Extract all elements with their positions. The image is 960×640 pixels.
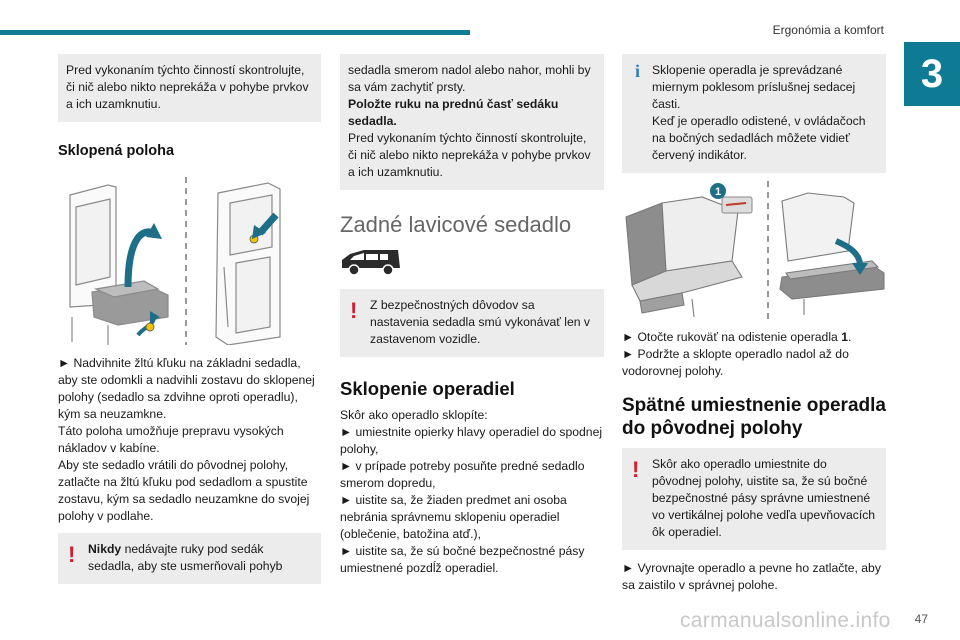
info-icon: i — [635, 61, 641, 81]
continued-warning-text: sedadla smerom nadol alebo nahor, mohli by sa vám zachytiť prsty. — [348, 63, 591, 94]
watermark: carmanualsonline.info — [680, 609, 891, 632]
continued-warning-text2: Pred vykonaním týchto činností skontrolujte, či nič alebo nikto neprekáža v pohybe prvkov a ich uzamknutiu. — [348, 131, 591, 179]
warning-bold-word: Nikdy — [88, 542, 122, 556]
instruction-line: ► Nadvihnite žltú kľuku na základni sedadla, aby ste odomkli a nadvihli zostavu do sklopenej polohy (sedadlo sa zdvihne oproti operadlu), kým sa neuzamkne. — [58, 356, 315, 421]
restore-backrest-instructions — [622, 560, 886, 594]
column-1 — [58, 54, 321, 584]
instruction-line: ► Vyrovnajte operadlo a pevne ho zatlačte, aby sa zaistilo v správnej polohe. — [622, 561, 881, 592]
folded-position-heading: Sklopená poloha — [58, 143, 175, 159]
instruction-line: Táto poloha umožňuje prepravu vysokých nákladov v kabíne. — [58, 424, 284, 455]
instruction-line: ► Otočte rukoväť na odistenie operadla 1. — [622, 330, 852, 344]
vehicle-icon — [340, 248, 604, 281]
header-accent-bar — [0, 30, 470, 35]
instruction-line: ► v prípade potreby posuňte predné sedadlo smerom dopredu, — [340, 459, 585, 490]
fingers-warning-note — [58, 533, 321, 584]
instruction-line: Aby ste sedadlo vrátili do pôvodnej polohy, zatlačte na žltú kľuku pod sedadlom a spustite zostavu, kým sa sedadlo neuzamkne do svojej polohy v podlahe. — [58, 458, 310, 523]
seatbelt-warning-text: Skôr ako operadlo umiestnite do pôvodnej polohy, uistite sa, že sú bočné bezpečnostné pásy správne umiestnené vo vertikálnej polohe vedľa upevňovacích ôk operadiel. — [652, 457, 876, 539]
intro-note-text: Pred vykonaním týchto činností skontrolujte, či nič alebo nikto neprekáža v pohybe prvkov a ich uzamknutiu. — [66, 63, 309, 111]
safety-warning-note — [340, 289, 604, 357]
callout-1-number: 1 — [714, 186, 722, 198]
warning-exclamation-icon: ! — [68, 542, 76, 567]
instruction-line: Skôr ako operadlo sklopíte: — [340, 408, 488, 422]
warning-text: nedávajte ruky pod sedák sedadla, aby ste usmerňovali pohyb — [88, 542, 283, 573]
folding-backrests-heading: Sklopenie operadiel — [340, 378, 515, 399]
continued-warning-bold: Položte ruku na prednú časť sedáku sedadla. — [348, 97, 559, 128]
restore-backrest-heading: Spätné umiestnenie operadla do pôvodnej polohy — [622, 395, 886, 439]
continued-warning-note — [340, 54, 604, 190]
backrest-fold-illustration — [622, 181, 886, 319]
instruction-line: ► uistite sa, že žiaden predmet ani osoba nebránia správnemu sklopeniu operadiel (oblečenie, batožina atď.), — [340, 493, 567, 541]
instruction-line: ► Podržte a sklopte operadlo nadol až do vodorovnej polohy. — [622, 347, 849, 378]
column-2 — [340, 54, 604, 577]
folded-position-instructions — [58, 355, 321, 525]
rear-bench-heading: Zadné lavicové sedadlo — [340, 212, 572, 237]
seat-fold-illustration — [58, 177, 321, 345]
info-note — [622, 54, 886, 173]
chapter-number-tab: 3 — [904, 42, 960, 106]
seat-fold-drawing — [58, 177, 321, 345]
warning-exclamation-icon: ! — [632, 457, 640, 482]
intro-note — [58, 54, 321, 122]
instruction-line: ► uistite sa, že sú bočné bezpečnostné pásy umiestnené pozdĺž operadiel. — [340, 544, 585, 575]
instruction-line: ► umiestnite opierky hlavy operadiel do spodnej polohy, — [340, 425, 603, 456]
safety-warning-text: Z bezpečnostných dôvodov sa nastavenia sedadla smú vykonávať len v zastavenom vozidle. — [370, 298, 591, 346]
section-title: Ergonómia a komfort — [772, 23, 884, 37]
seatbelt-warning-note — [622, 448, 886, 550]
backrest-fold-instructions — [622, 329, 886, 380]
page-number: 47 — [914, 612, 928, 626]
info-note-text: Sklopenie operadla je sprevádzané miernym poklesom príslušnej sedacej časti. Keď je operadlo odistené, v ovládačoch na bočných sedadlách môžete vidieť červený indikátor. — [652, 63, 866, 162]
warning-exclamation-icon: ! — [350, 298, 358, 323]
van-silhouette-icon — [340, 248, 402, 276]
backrest-fold-drawing — [622, 181, 886, 319]
column-3 — [622, 54, 886, 594]
folding-backrests-instructions — [340, 407, 604, 577]
